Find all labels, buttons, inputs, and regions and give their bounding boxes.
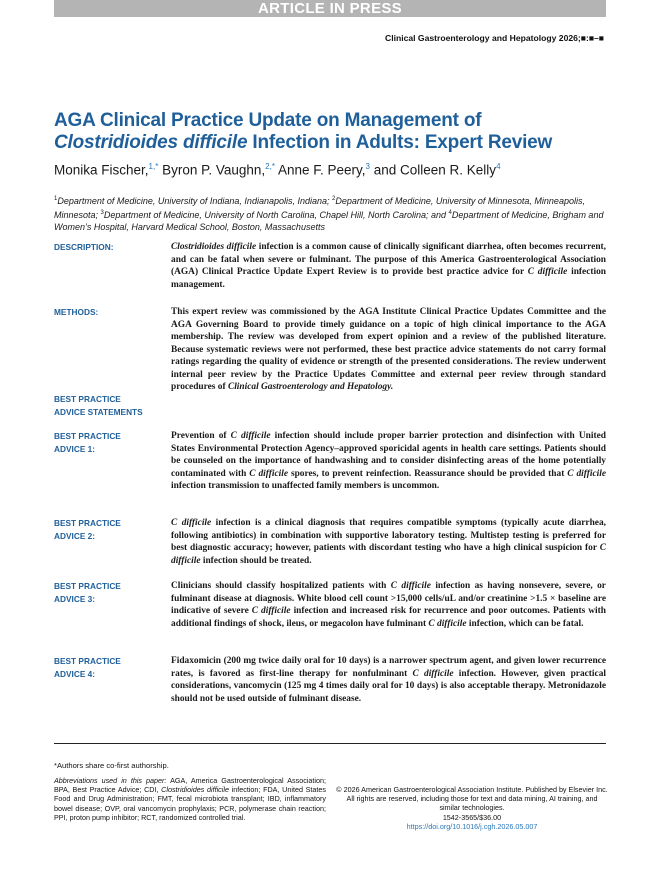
text-run: Prevention of [171, 431, 231, 441]
doi-link[interactable]: https://doi.org/10.1016/j.cgh.2026.05.007 [406, 821, 538, 831]
organism-name: Clostridioides difficile [161, 785, 229, 795]
affiliation-text: Department of Medicine, Brigham and Women’s Hospital, Harvard Medical School, Boston, Massachusetts [54, 210, 604, 232]
advice-1-text [171, 430, 606, 493]
section-label: DESCRIPTION: [54, 242, 114, 252]
organism-name: C difficile [390, 581, 431, 591]
organism-name: C difficile [412, 668, 454, 679]
label-line: ADVICE 4: [54, 668, 96, 679]
co-first-author-note: *Authors share co-first authorship. [54, 761, 169, 770]
journal-reference: Clinical Gastroenterology and Hepatology 2026;■:■–■ [384, 33, 604, 43]
title-line-1: AGA Clinical Practice Update on Management of [54, 110, 482, 131]
text-run: infection as having nonsevere, severe, or fulminant disease at diagnosis. White blood cell count >15,000 cells/uL and/or creatinine >1.5 × baseline are indicative of severe [171, 581, 606, 616]
organism-name: C difficile [230, 431, 271, 441]
author-list [54, 162, 501, 178]
section-label [54, 517, 164, 542]
text-run: infection is a clinical diagnosis that requires compatible symptoms (typically acute diarrhea, following antibiotics) in combination with supportive laboratory testing. Multistep testing is preferred for best diagnostic accuracy; however, patients with discordant testing who have a high clinical suspicion for [171, 518, 606, 553]
text-run: infection and increased risk for recurrence and poor outcomes. Patients with additional findings of shock, ileus, or megacolon have fulminant [171, 606, 606, 629]
text-run: infection management. [171, 267, 606, 290]
section-label [54, 580, 164, 605]
affiliation-number: 2 [332, 196, 336, 202]
organism-name: C difficile [249, 468, 288, 479]
text-run: AGA, America Gastroenterological Association; BPA, Best Practice Advice; CDI, [54, 776, 326, 795]
author-affiliation-marker[interactable]: 3 [365, 162, 370, 171]
title-italic-organism: Clostridioides difficile [54, 132, 248, 153]
section-label: METHODS: [54, 307, 99, 317]
organism-name: C difficile [251, 606, 291, 616]
text-run: infection should include proper barrier protection and disinfection with United States Environmental Protection Agency–approved sporicidal agents in health care settings. Patients should be counseled on the importance of handwashing and to consider disinfecting areas of the home potentially contaminated with [171, 431, 606, 479]
label-line: BEST PRACTICE [54, 394, 121, 404]
label-line: BEST PRACTICE [54, 518, 121, 528]
section-label [54, 393, 164, 418]
author-affiliation-marker[interactable]: 2,* [265, 162, 275, 171]
section-label [54, 655, 164, 680]
organism-name: C difficile [171, 543, 606, 566]
advice-4-text [171, 655, 606, 705]
text-run: This expert review was commissioned by the AGA Institute Clinical Practice Updates Committee and the AGA Governing Board to provide timely guidance on a topic of high clinical importance to the AGA membership. The review was developed from expert opinion and a review of the published literature. Because systematic reviews were not performed, these best practice advice statements do not carry formal ratings regarding the quality of evidence or strength of the presented considerations. The review underwent internal peer review by the Practice Updates Committee and external peer review through standard procedures of [171, 307, 606, 392]
organism-name: Clostridioides difficile [171, 242, 257, 252]
advice-2-text [171, 517, 606, 567]
author-name: Monika Fischer, [54, 162, 149, 178]
organism-name: C difficile [527, 267, 568, 277]
abbrev-label: Abbreviations used in this paper: [54, 776, 167, 785]
section-label [54, 430, 164, 455]
organism-name: C difficile [428, 618, 467, 629]
affiliation-text: Department of Medicine, University of Minnesota, Minneapolis, Minnesota; [54, 196, 585, 220]
text-run: infection, which can be fatal. [466, 618, 584, 629]
label-line: ADVICE 3: [54, 593, 96, 604]
text-run: infection; FDA, United States Food and Drug Administration; FMT, fecal microbiota transplant; IBD, inflammatory bowel disease; OVP, oral vancomycin prophylaxis; PCR, polymerase chain reaction; PPI, proton pump inhibitor; RCT, randomized controlled trial. [54, 785, 326, 822]
article-title [54, 110, 614, 154]
title-line-2: Infection in Adults: Expert Review [247, 132, 553, 153]
advice-3-text [171, 580, 606, 630]
text-run: infection is a common cause of clinically significant diarrhea, often becomes recurrent, and can be fatal when severe or fulminant. The purpose of this America Gastroenterological Association (AGA) Clinical Practice Update Expert Review is to provide best practice advice for [171, 242, 606, 277]
label-line: ADVICE STATEMENTS [54, 406, 143, 417]
organism-name: C difficile [171, 518, 212, 528]
affiliations [54, 193, 610, 233]
text-run: infection should be treated. [200, 555, 312, 566]
issn-price: 1542-3565/$36.00 [442, 812, 502, 822]
text-run: Clinicians should classify hospitalized patients with [171, 581, 391, 591]
author-affiliation-marker[interactable]: 4 [496, 162, 501, 171]
label-line: BEST PRACTICE [54, 431, 121, 441]
journal-name: Clinical Gastroenterology and Hepatology. [227, 382, 394, 392]
label-line: BEST PRACTICE [54, 656, 121, 666]
footer-divider [54, 743, 606, 744]
description-text [171, 241, 606, 291]
affiliation-number: 1 [54, 196, 58, 202]
author-name: Anne F. Peery, [274, 162, 366, 178]
label-line: BEST PRACTICE [54, 581, 121, 591]
text-run: Fidaxomicin (200 mg twice daily oral for 10 days) is a narrower spectrum agent, and given lower recurrence rates, is favored as first-line therapy for nonfulminant [171, 656, 606, 679]
text-run: infection. However, given practical considerations, vancomycin (125 mg 4 times daily oral for 10 days) is also acceptable therapy. Metronidazole should not be used outside of fulminant disease. [171, 668, 606, 704]
methods-text [171, 306, 606, 394]
copyright-text: © 2026 American Gastroenterological Association Institute. Published by Elsevier Inc. All rights are reserved, including those for text and data mining, AI training, and similar technologies. [336, 785, 608, 813]
label-line: ADVICE 1: [54, 443, 96, 454]
author-name: Byron P. Vaughn, [158, 162, 266, 178]
affiliation-number: 4 [448, 210, 452, 216]
affiliation-number: 3 [100, 210, 104, 216]
affiliation-text: Department of Medicine, University of North Carolina, Chapel Hill, North Carolina; and [103, 210, 449, 220]
text-run: spores, to prevent reinfection. Reassurance should be provided that [288, 468, 568, 479]
abbreviations-note [54, 776, 326, 822]
author-affiliation-marker[interactable]: 1,* [148, 162, 159, 171]
organism-name: C difficile [567, 468, 606, 479]
text-run: infection transmission to unaffected family members is uncommon. [171, 481, 440, 491]
author-name: and Colleen R. Kelly [369, 162, 497, 178]
copyright-block [336, 785, 608, 831]
affiliation-text: Department of Medicine, University of Indiana, Indianapolis, Indiana; [57, 196, 332, 206]
label-line: ADVICE 2: [54, 530, 96, 541]
article-in-press-banner: ARTICLE IN PRESS [54, 0, 606, 17]
